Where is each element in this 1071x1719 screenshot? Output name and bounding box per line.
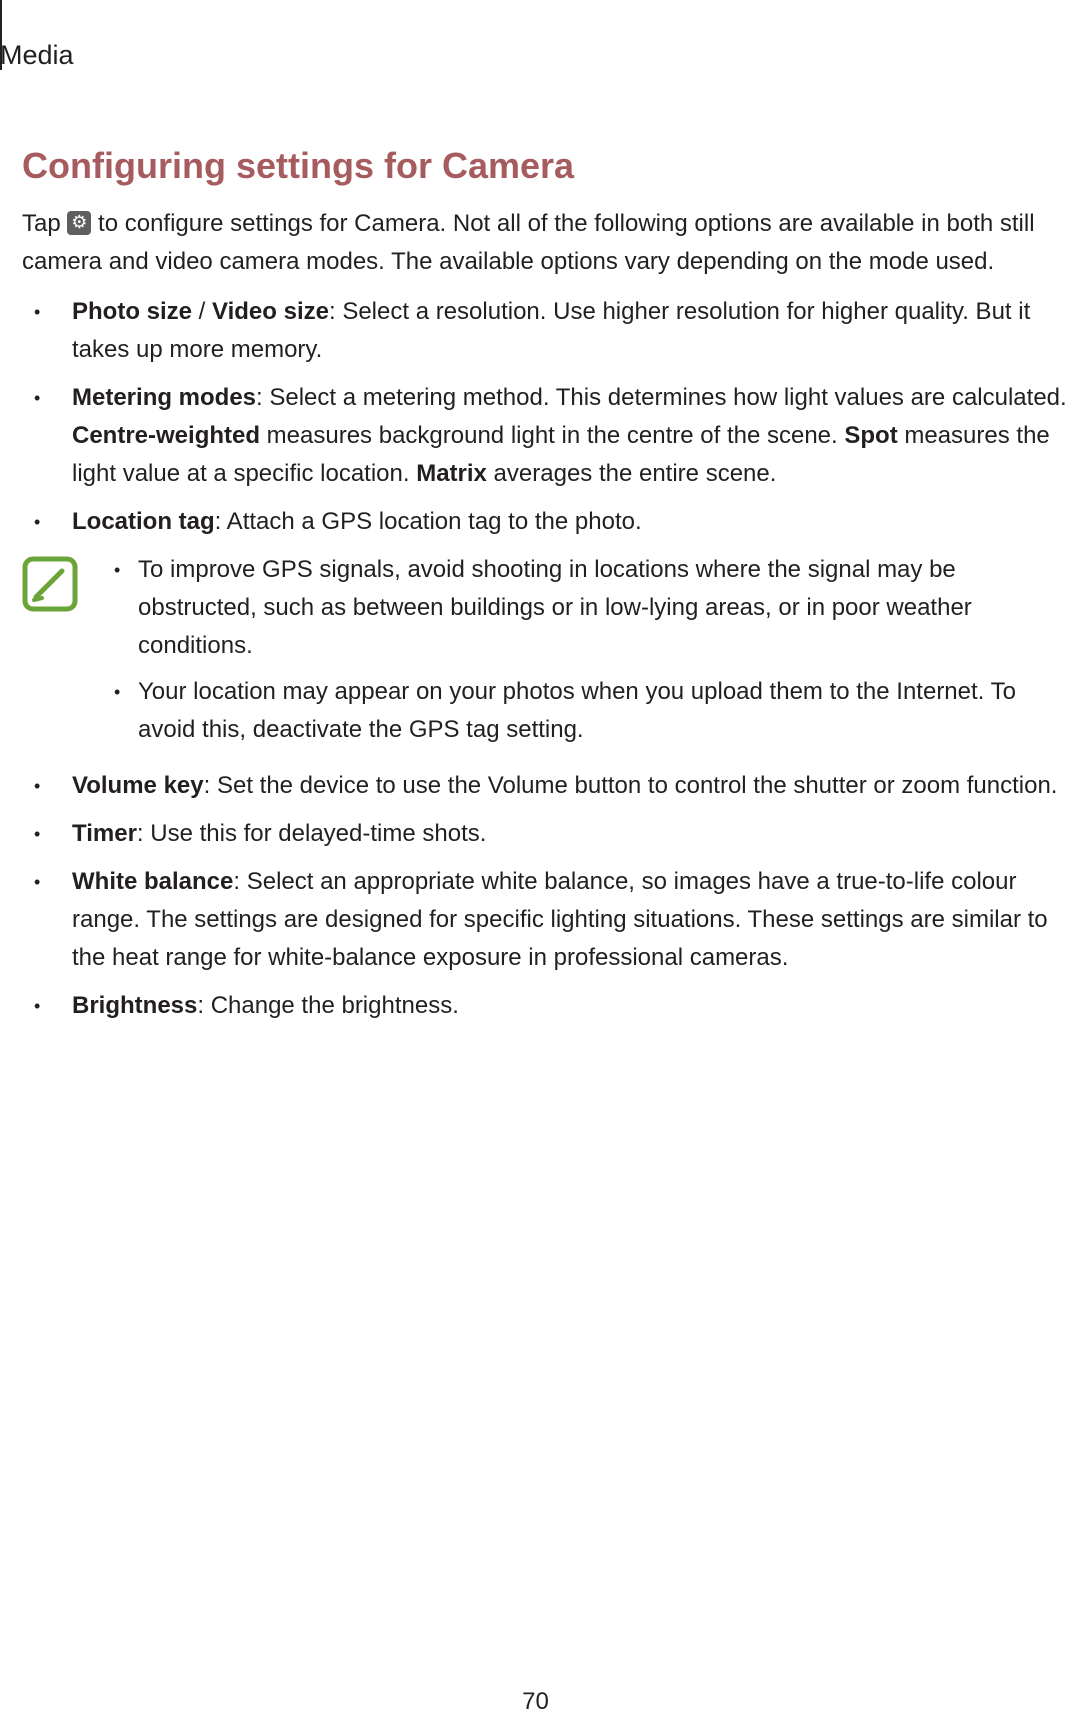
settings-gear-icon [67, 211, 91, 235]
term-brightness: Brightness [72, 992, 198, 1019]
term-metering-modes: Metering modes [72, 384, 257, 411]
note-list [114, 551, 1067, 749]
intro-paragraph [22, 205, 1052, 281]
desc-centre-weighted: measures background light in the centre of the scene. [260, 422, 845, 449]
note-pencil-icon [22, 556, 78, 612]
term-matrix: Matrix [416, 460, 487, 487]
note-item: • Your location may appear on your photos when you upload them to the Internet. To avoid this, deactivate the GPS tag setting. [114, 673, 1067, 749]
desc-white-balance: : Select an appropriate white balance, so images have a true-to-life colour range. The settings are designed for specific lighting situations. These settings are similar to the heat range for white-balance exposure in professional cameras. [72, 868, 1048, 971]
section-header: Media [0, 40, 74, 70]
term-centre-weighted: Centre-weighted [72, 422, 261, 449]
list-item-photo-size [22, 293, 1067, 369]
desc-metering-modes: : Select a metering method. This determines how light values are calculated. [256, 384, 1067, 411]
term-video-size: Video size [212, 298, 329, 325]
list-item-volume-key [22, 767, 1067, 805]
page-number: 70 [522, 1688, 549, 1715]
term-timer: Timer [72, 820, 137, 847]
term-photo-size: Photo size [72, 298, 193, 325]
term-location-tag: Location tag [72, 508, 215, 535]
settings-list [22, 293, 1067, 541]
note-box [22, 551, 1067, 749]
desc-matrix: averages the entire scene. [486, 460, 777, 487]
desc-photo-size: : Select a resolution. Use higher resolution for higher quality. But it takes up more memory. [72, 298, 1031, 363]
page-title: Configuring settings for Camera [22, 145, 575, 186]
desc-location-tag: : Attach a GPS location tag to the photo. [214, 508, 642, 535]
document-body [22, 205, 1067, 1035]
term-white-balance: White balance [72, 868, 234, 895]
list-item-white-balance [22, 863, 1067, 977]
term-separator: / [192, 298, 213, 325]
desc-volume-key: : Set the device to use the Volume button to control the shutter or zoom function. [203, 772, 1058, 799]
list-item-location-tag [22, 503, 1067, 541]
desc-spot: measures the light value at a specific location. [72, 422, 1050, 487]
term-spot: Spot [844, 422, 898, 449]
list-item-timer [22, 815, 1067, 853]
list-item-metering-modes [22, 379, 1067, 493]
settings-list-continued [22, 767, 1067, 1025]
intro-text-start: Tap [22, 210, 68, 237]
desc-brightness: : Change the brightness. [197, 992, 459, 1019]
desc-timer: : Use this for delayed-time shots. [136, 820, 487, 847]
note-item: • To improve GPS signals, avoid shooting in locations where the signal may be obstructed, such as between buildings or in low-lying areas, or in poor weather conditions. [114, 551, 1067, 665]
list-item-brightness [22, 987, 1067, 1025]
intro-text-end: to configure settings for Camera. Not all of the following options are available in both still camera and video camera modes. The available options vary depending on the mode used. [22, 210, 1035, 275]
term-volume-key: Volume key [72, 772, 204, 799]
